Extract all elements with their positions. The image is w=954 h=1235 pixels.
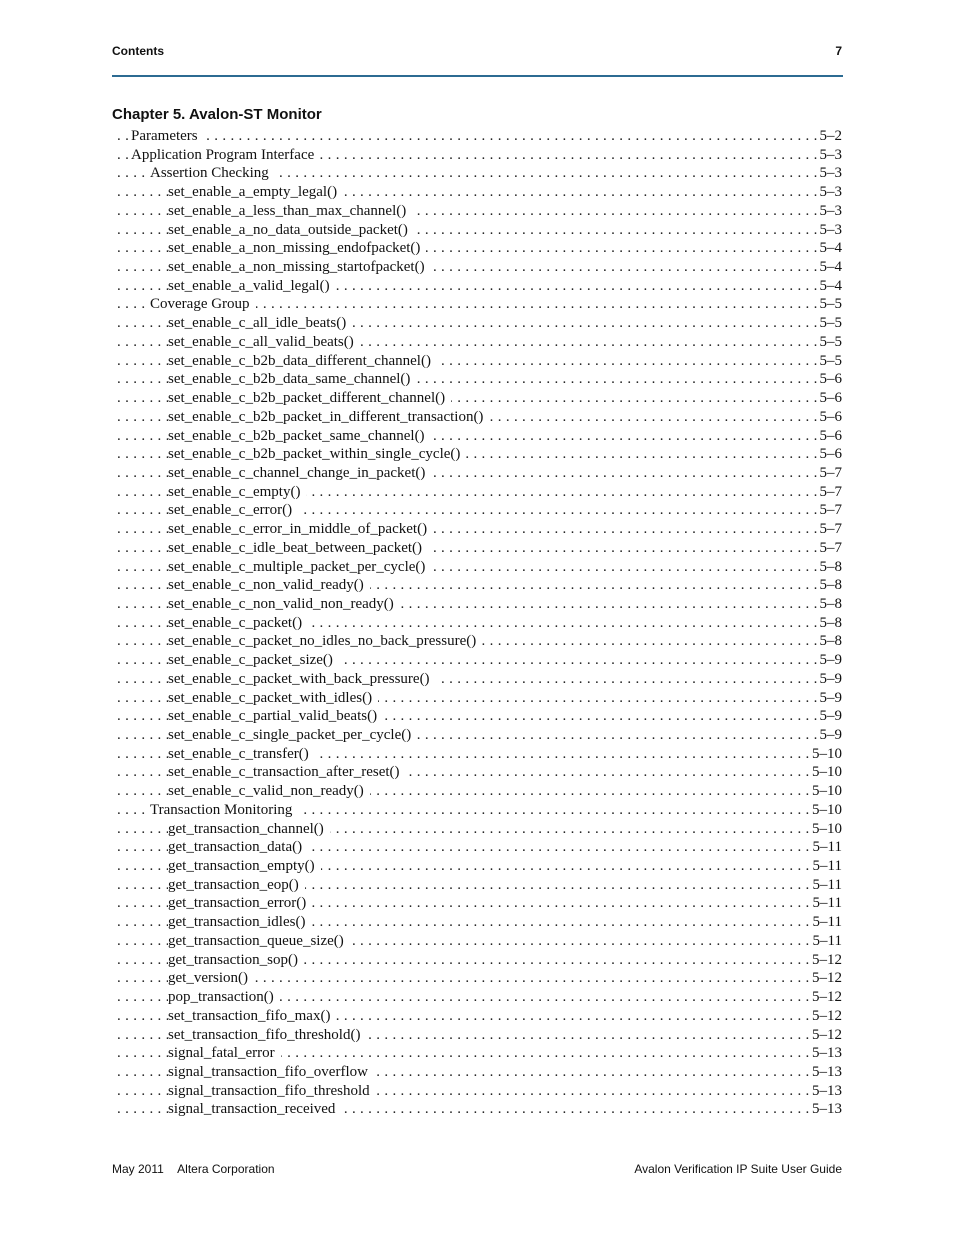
toc-entry-title: set_enable_c_non_valid_non_ready() — [168, 596, 400, 612]
toc-entry-page: 5–4 — [817, 277, 843, 296]
toc-entry-page: 5–8 — [817, 595, 843, 614]
toc-entry-title: set_enable_a_valid_legal() — [168, 278, 336, 294]
toc-entry-page: 5–12 — [809, 1007, 842, 1026]
toc-entry-title: set_enable_c_multiple_packet_per_cycle() — [168, 559, 431, 575]
toc-entry-page: 5–12 — [809, 1026, 842, 1045]
toc-entry-title: Assertion Checking — [150, 165, 275, 181]
toc-entry[interactable] — [112, 427, 842, 446]
toc-entry-page: 5–9 — [817, 707, 843, 726]
toc-entry[interactable] — [112, 501, 842, 520]
toc-entry[interactable] — [112, 670, 842, 689]
toc-entry-page: 5–11 — [810, 932, 842, 951]
toc-entry-page: 5–9 — [817, 689, 843, 708]
toc-entry-page: 5–9 — [817, 651, 843, 670]
toc-entry[interactable] — [112, 239, 842, 258]
toc-entry[interactable] — [112, 932, 842, 951]
toc-entry[interactable] — [112, 838, 842, 857]
toc-entry-page: 5–10 — [809, 745, 842, 764]
toc-entry-title: set_enable_c_idle_beat_between_packet() — [168, 540, 428, 556]
toc-entry-title: set_enable_c_b2b_packet_different_channel() — [168, 390, 451, 406]
toc-entry-title: set_enable_c_transfer() — [168, 746, 315, 762]
running-header-page-number: 7 — [835, 44, 842, 58]
toc-entry-title: set_enable_c_transaction_after_reset() — [168, 764, 406, 780]
toc-entry-page: 5–11 — [810, 913, 842, 932]
toc-entry-page: 5–12 — [809, 969, 842, 988]
page-footer — [112, 1162, 842, 1178]
toc-entry[interactable] — [112, 539, 842, 558]
toc-entry-page: 5–4 — [817, 239, 843, 258]
toc-entry-page: 5–5 — [817, 352, 843, 371]
footer-document-title: Avalon Verification IP Suite User Guide — [634, 1162, 842, 1176]
chapter-heading: Chapter 5. Avalon-ST Monitor — [112, 106, 322, 123]
header-rule — [112, 75, 843, 77]
toc-entry[interactable] — [112, 258, 842, 277]
toc-entry-title: get_version() — [168, 970, 254, 986]
toc-entry[interactable] — [112, 763, 842, 782]
toc-entry-title: get_transaction_channel() — [168, 821, 330, 837]
toc-entry-page: 5–10 — [809, 820, 842, 839]
toc-entry-page: 5–5 — [817, 314, 843, 333]
toc-entry-title: set_enable_c_b2b_packet_within_single_cycle() — [168, 446, 466, 462]
toc-entry-page: 5–8 — [817, 558, 843, 577]
toc-entry-page: 5–8 — [817, 576, 843, 595]
toc-entry[interactable] — [112, 202, 842, 221]
toc-entry-page: 5–7 — [817, 501, 843, 520]
toc-entry-page: 5–7 — [817, 520, 843, 539]
toc-entry[interactable] — [112, 464, 842, 483]
toc-entry-page: 5–6 — [817, 408, 843, 427]
toc-entry[interactable] — [112, 1044, 842, 1063]
toc-entry-page: 5–4 — [817, 258, 843, 277]
toc-entry[interactable] — [112, 820, 842, 839]
footer-company: Altera Corporation — [177, 1162, 275, 1176]
toc-entry[interactable] — [112, 1026, 842, 1045]
table-of-contents — [112, 127, 842, 1119]
toc-entry[interactable] — [112, 1063, 842, 1082]
toc-entry-title: set_enable_c_packet() — [168, 615, 308, 631]
toc-entry[interactable] — [112, 876, 842, 895]
toc-entry[interactable] — [112, 352, 842, 371]
toc-entry-title: set_enable_c_valid_non_ready() — [168, 783, 370, 799]
toc-entry-title: get_transaction_sop() — [168, 952, 304, 968]
toc-entry-page: 5–5 — [817, 333, 843, 352]
toc-entry-title: signal_transaction_fifo_overflow — [168, 1064, 374, 1080]
toc-entry-page: 5–6 — [817, 370, 843, 389]
toc-entry-page: 5–13 — [809, 1100, 842, 1119]
toc-entry[interactable] — [112, 651, 842, 670]
toc-entry-title: set_enable_a_no_data_outside_packet() — [168, 222, 414, 238]
toc-entry-page: 5–11 — [810, 857, 842, 876]
toc-entry[interactable] — [112, 558, 842, 577]
toc-entry-page: 5–6 — [817, 389, 843, 408]
toc-entry-title: get_transaction_idles() — [168, 914, 311, 930]
toc-entry-title: set_enable_c_channel_change_in_packet() — [168, 465, 431, 481]
toc-entry[interactable] — [112, 146, 842, 165]
toc-entry-title: get_transaction_empty() — [168, 858, 321, 874]
toc-entry[interactable] — [112, 913, 842, 932]
toc-entry-page: 5–11 — [810, 838, 842, 857]
toc-entry[interactable] — [112, 595, 842, 614]
toc-entry[interactable] — [112, 370, 842, 389]
toc-entry[interactable] — [112, 221, 842, 240]
toc-entry-page: 5–7 — [817, 539, 843, 558]
toc-entry[interactable] — [112, 707, 842, 726]
toc-entry[interactable] — [112, 689, 842, 708]
toc-entry-title: set_enable_a_non_missing_startofpacket() — [168, 259, 431, 275]
toc-entry-title: set_enable_c_packet_with_idles() — [168, 690, 378, 706]
toc-entry[interactable] — [112, 801, 842, 820]
toc-entry-title: set_enable_c_packet_no_idles_no_back_pressure() — [168, 633, 482, 649]
toc-entry[interactable] — [112, 164, 842, 183]
toc-entry-title: signal_transaction_fifo_threshold — [168, 1083, 376, 1099]
toc-entry-title: set_enable_c_non_valid_ready() — [168, 577, 370, 593]
toc-entry[interactable] — [112, 483, 842, 502]
toc-entry-page: 5–3 — [817, 202, 843, 221]
toc-entry-title: set_enable_c_b2b_packet_in_different_transaction() — [168, 409, 489, 425]
toc-entry-title: get_transaction_error() — [168, 895, 312, 911]
toc-entry[interactable] — [112, 614, 842, 633]
toc-entry[interactable] — [112, 632, 842, 651]
toc-entry-page: 5–13 — [809, 1044, 842, 1063]
toc-entry-page: 5–10 — [809, 801, 842, 820]
toc-entry-title: set_transaction_fifo_threshold() — [168, 1027, 366, 1043]
toc-entry-page: 5–3 — [817, 164, 843, 183]
toc-entry[interactable] — [112, 408, 842, 427]
toc-entry[interactable] — [112, 726, 842, 745]
toc-entry-page: 5–7 — [817, 483, 843, 502]
toc-entry-title: Application Program Interface — [131, 147, 320, 163]
toc-entry-title: signal_fatal_error — [168, 1045, 281, 1061]
toc-entry[interactable] — [112, 295, 842, 314]
toc-entry-page: 5–13 — [809, 1082, 842, 1101]
toc-entry-title: Coverage Group — [150, 296, 256, 312]
toc-entry-title: set_enable_c_error_in_middle_of_packet() — [168, 521, 433, 537]
toc-entry-page: 5–3 — [817, 221, 843, 240]
toc-entry-page: 5–3 — [817, 146, 843, 165]
page-header — [112, 40, 842, 62]
footer-date: May 2011 — [112, 1162, 164, 1176]
toc-entry[interactable] — [112, 1007, 842, 1026]
toc-entry-page: 5–3 — [817, 183, 843, 202]
toc-entry-page: 5–10 — [809, 763, 842, 782]
toc-entry-page: 5–10 — [809, 782, 842, 801]
toc-entry-page: 5–5 — [817, 295, 843, 314]
toc-entry-title: set_enable_a_empty_legal() — [168, 184, 343, 200]
toc-entry[interactable] — [112, 782, 842, 801]
toc-entry[interactable] — [112, 951, 842, 970]
toc-entry-page: 5–7 — [817, 464, 843, 483]
toc-entry-page: 5–9 — [817, 726, 843, 745]
toc-entry-title: set_enable_c_b2b_data_different_channel() — [168, 353, 437, 369]
toc-entry[interactable] — [112, 894, 842, 913]
running-header-section: Contents — [112, 44, 164, 58]
toc-entry-title: set_enable_c_all_idle_beats() — [168, 315, 352, 331]
toc-entry[interactable] — [112, 1082, 842, 1101]
toc-entry-title: get_transaction_data() — [168, 839, 308, 855]
toc-entry[interactable] — [112, 857, 842, 876]
toc-entry-page: 5–6 — [817, 445, 843, 464]
toc-entry-page: 5–2 — [817, 127, 843, 146]
toc-entry[interactable] — [112, 969, 842, 988]
toc-entry[interactable] — [112, 127, 842, 146]
toc-entry-title: set_enable_c_b2b_data_same_channel() — [168, 371, 416, 387]
toc-entry-page: 5–11 — [810, 876, 842, 895]
toc-entry-title: pop_transaction() — [168, 989, 280, 1005]
toc-entry-page: 5–13 — [809, 1063, 842, 1082]
toc-entry-title: get_transaction_eop() — [168, 877, 305, 893]
toc-entry-title: set_enable_a_less_than_max_channel() — [168, 203, 412, 219]
toc-entry-page: 5–8 — [817, 614, 843, 633]
toc-entry[interactable] — [112, 277, 842, 296]
toc-entry-title: set_enable_c_single_packet_per_cycle() — [168, 727, 417, 743]
toc-entry[interactable] — [112, 1100, 842, 1119]
toc-entry[interactable] — [112, 314, 842, 333]
toc-entry[interactable] — [112, 389, 842, 408]
toc-entry[interactable] — [112, 988, 842, 1007]
toc-entry[interactable] — [112, 183, 842, 202]
toc-entry-title: get_transaction_queue_size() — [168, 933, 350, 949]
toc-entry[interactable] — [112, 520, 842, 539]
toc-entry-page: 5–12 — [809, 988, 842, 1007]
toc-entry-title: set_enable_c_all_valid_beats() — [168, 334, 360, 350]
toc-entry-title: set_transaction_fifo_max() — [168, 1008, 336, 1024]
toc-entry[interactable] — [112, 745, 842, 764]
toc-entry[interactable] — [112, 576, 842, 595]
toc-entry-title: set_enable_c_packet_size() — [168, 652, 339, 668]
toc-entry-title: set_enable_c_partial_valid_beats() — [168, 708, 383, 724]
toc-entry-title: Transaction Monitoring — [150, 802, 298, 818]
toc-entry[interactable] — [112, 445, 842, 464]
toc-entry-page: 5–12 — [809, 951, 842, 970]
toc-entry-page: 5–11 — [810, 894, 842, 913]
toc-entry-title: set_enable_c_empty() — [168, 484, 306, 500]
toc-entry-title: set_enable_a_non_missing_endofpacket() — [168, 240, 426, 256]
toc-entry-title: Parameters — [131, 128, 204, 144]
toc-entry-page: 5–6 — [817, 427, 843, 446]
toc-entry-page: 5–8 — [817, 632, 843, 651]
toc-entry-title: set_enable_c_b2b_packet_same_channel() — [168, 428, 431, 444]
toc-entry-page: 5–9 — [817, 670, 843, 689]
toc-entry-title: set_enable_c_packet_with_back_pressure() — [168, 671, 436, 687]
toc-entry-title: set_enable_c_error() — [168, 502, 298, 518]
toc-entry[interactable] — [112, 333, 842, 352]
toc-entry-title: signal_transaction_received — [168, 1101, 341, 1117]
